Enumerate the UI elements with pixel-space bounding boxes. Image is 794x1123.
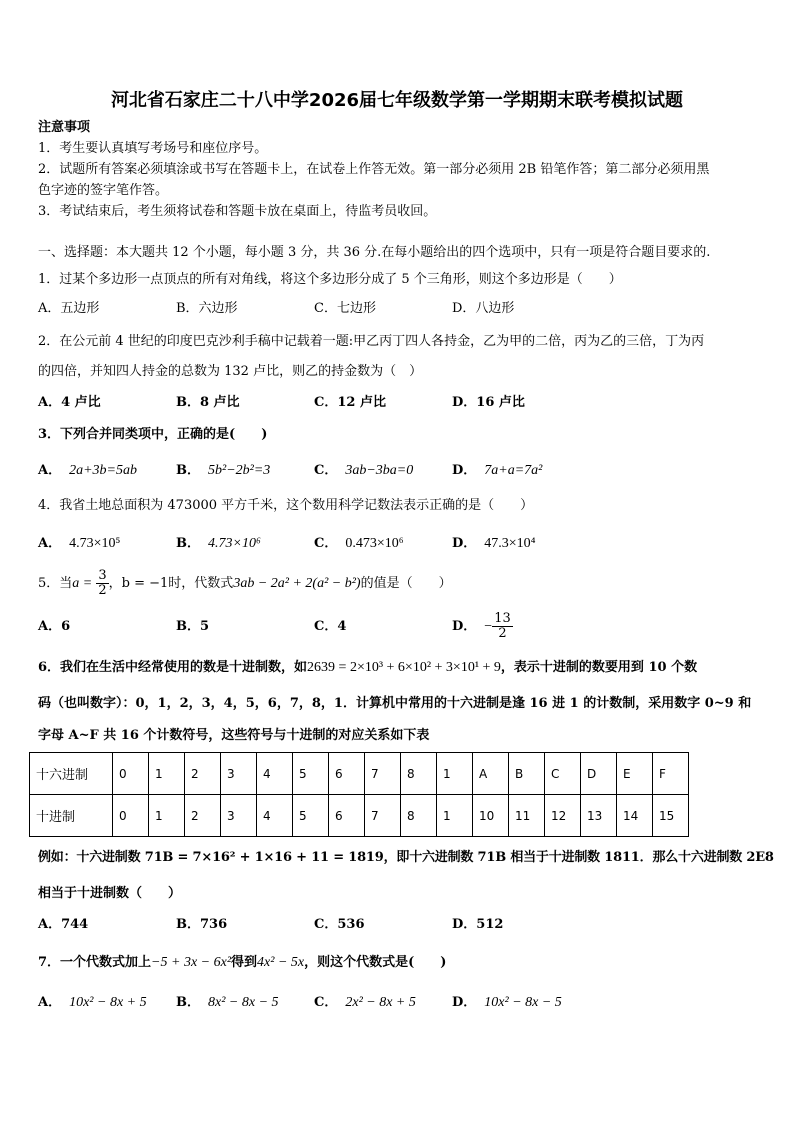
q4-option-d-expr: 47.3×10⁴ xyxy=(484,536,536,551)
q3-option-c-label: C． xyxy=(314,463,338,478)
decimal-cell: 4 xyxy=(257,795,293,837)
q7-option-d-label: D． xyxy=(452,995,477,1010)
decimal-cell: 3 xyxy=(221,795,257,837)
decimal-cell: 15 xyxy=(653,795,689,837)
q5-option-c: C．4 xyxy=(314,619,347,634)
hex-cell: C xyxy=(545,753,581,795)
q5-option-d-den: 2 xyxy=(498,626,507,641)
hex-cell: 6 xyxy=(329,753,365,795)
q3-option-d xyxy=(452,459,542,483)
notice-item-2: 2．试题所有答案必须填涂或书写在答题卡上，在试卷上作答无效。第一部分必须用 2B 铅笔作答；第二部分必须用黑 xyxy=(38,162,710,177)
q6-stem-1c: ，表示十进制的数要用到 10 个数 xyxy=(500,660,698,675)
q5-option-d xyxy=(452,612,513,642)
q4-option-d xyxy=(452,532,536,556)
question-6-options xyxy=(38,913,760,937)
q7-stem-b: 得到 xyxy=(231,955,258,970)
q7-expr-1: −5 + 3x − 6x² xyxy=(151,955,232,970)
q2-option-c: C．12 卢比 xyxy=(314,395,386,410)
question-1-stem: 1．过某个多边形一点顶点的所有对角线，将这个多边形分成了 5 个三角形，则这个多边形是（ ） xyxy=(38,272,622,287)
question-4-stem: 4．我省土地总面积为 473000 平方千米，这个数用科学记数法表示正确的是（ ） xyxy=(38,498,534,513)
q7-option-d xyxy=(452,991,562,1015)
q2-option-d: D．16 卢比 xyxy=(452,395,525,410)
q4-option-d-label: D． xyxy=(452,536,477,551)
question-2-stem-1: 2．在公元前 4 世纪的印度巴克沙利手稿中记载着一题:甲乙丙丁四人各持金，乙为甲的二倍，丙为乙的三倍，丁为丙 xyxy=(38,334,705,349)
q3-option-b xyxy=(176,459,270,483)
notice-item-1: 1．考生要认真填写考场号和座位序号。 xyxy=(38,141,268,156)
hex-cell: E xyxy=(617,753,653,795)
decimal-cell: 14 xyxy=(617,795,653,837)
decimal-cell: 5 xyxy=(293,795,329,837)
decimal-cell: 12 xyxy=(545,795,581,837)
hex-cell: B xyxy=(509,753,545,795)
q7-stem-a: 7．一个代数式加上 xyxy=(38,955,152,970)
hex-decimal-table xyxy=(29,752,689,837)
question-3-options xyxy=(38,459,760,483)
q6-option-b: B．736 xyxy=(176,917,228,932)
q2-option-a: A．4 卢比 xyxy=(38,395,101,410)
section-heading: 一、选择题：本大题共 12 个小题，每小题 3 分，共 36 分.在每小题给出的四个选项中，只有一项是符合题目要求的. xyxy=(38,245,711,260)
decimal-cell: 6 xyxy=(329,795,365,837)
notice-item-3: 3．考试结束后，考生须将试卷和答题卡放在桌面上，待监考员收回。 xyxy=(38,204,437,219)
q3-option-a-label: A． xyxy=(38,463,62,478)
hex-cell: 8 xyxy=(401,753,437,795)
exam-title: 河北省石家庄二十八中学2026届七年级数学第一学期期末联考模拟试题 xyxy=(110,90,684,111)
q4-option-a-label: A． xyxy=(38,536,62,551)
q5-a-eq: a = xyxy=(72,576,93,591)
q4-option-a-expr: 4.73×10⁵ xyxy=(69,536,121,551)
question-2-stem-2: 的四倍，并知四人持金的总数为 132 卢比，则乙的持金数为（ ） xyxy=(38,364,423,379)
decimal-cell: 1 xyxy=(437,795,473,837)
q6-option-a: A．744 xyxy=(38,917,89,932)
q4-option-b xyxy=(176,532,261,556)
q5-option-d-sign: − xyxy=(484,619,493,634)
q4-option-c-expr: 0.473×10⁶ xyxy=(345,536,404,551)
hex-cell: 2 xyxy=(185,753,221,795)
decimal-cell: 0 xyxy=(113,795,149,837)
q5-option-a: A．6 xyxy=(38,619,71,634)
q3-option-b-expr: 5b²−2b²=3 xyxy=(208,463,271,478)
row-head-decimal: 十进制 xyxy=(30,795,113,837)
row-head-hex: 十六进制 xyxy=(30,753,113,795)
notice-heading: 注意事项 xyxy=(38,120,91,135)
hex-cell: A xyxy=(473,753,509,795)
decimal-cell: 7 xyxy=(365,795,401,837)
q3-option-b-label: B． xyxy=(176,463,200,478)
q7-option-b xyxy=(176,991,279,1015)
decimal-cell: 2 xyxy=(185,795,221,837)
question-7-stem xyxy=(38,953,760,973)
q7-option-b-expr: 8x² − 8x − 5 xyxy=(208,995,279,1010)
q3-option-c xyxy=(314,459,413,483)
question-6-example-2: 相当于十进制数（ ） xyxy=(38,886,182,901)
q4-option-b-expr: 4.73×10⁶ xyxy=(208,536,261,551)
hex-cell: 5 xyxy=(293,753,329,795)
decimal-cell: 1 xyxy=(149,795,185,837)
q6-option-c: C．536 xyxy=(314,917,365,932)
hex-cell: 1 xyxy=(437,753,473,795)
q3-option-d-label: D． xyxy=(452,463,477,478)
q5-mid: ，b = −1时，代数式 xyxy=(108,576,234,591)
q1-option-b: B．六边形 xyxy=(176,301,238,316)
q1-option-d: D．八边形 xyxy=(452,301,515,316)
q7-option-c-expr: 2x² − 8x + 5 xyxy=(345,995,416,1010)
q4-option-c-label: C． xyxy=(314,536,338,551)
q7-expr-2: 4x² − 5x xyxy=(257,955,305,970)
hex-cell: F xyxy=(653,753,689,795)
hex-cell: D xyxy=(581,753,617,795)
decimal-cell: 13 xyxy=(581,795,617,837)
notice-item-2-cont: 色字迹的签字笔作答。 xyxy=(38,183,169,198)
q5-expr: 3ab − 2a² + 2(a² − b²) xyxy=(233,576,361,591)
question-6-stem-3: 字母 A~F 共 16 个计数符号，这些符号与十进制的对应关系如下表 xyxy=(38,728,430,743)
question-2-options xyxy=(38,391,760,415)
q5-fraction xyxy=(96,569,108,598)
q4-option-a xyxy=(38,532,120,556)
q3-option-a-expr: 2a+3b=5ab xyxy=(69,463,137,478)
q5-fraction-num: 3 xyxy=(98,568,107,583)
q3-option-a xyxy=(38,459,137,483)
question-1-options xyxy=(38,297,760,321)
q5-option-d-num: 13 xyxy=(494,611,511,626)
table-row-decimal xyxy=(30,795,689,837)
q4-option-b-label: B． xyxy=(176,536,200,551)
q7-option-a-expr: 10x² − 8x + 5 xyxy=(69,995,147,1010)
hex-cell: 4 xyxy=(257,753,293,795)
q5-option-d-fraction xyxy=(492,612,513,641)
question-7-options xyxy=(38,991,760,1015)
q5-suffix: 的值是（ ） xyxy=(360,576,452,591)
q7-option-c xyxy=(314,991,416,1015)
decimal-cell: 11 xyxy=(509,795,545,837)
question-6-stem-1 xyxy=(38,658,760,678)
decimal-cell: 10 xyxy=(473,795,509,837)
question-6-example-1: 例如：十六进制数 71B = 7×16² + 1×16 + 11 = 1819，即十六进制数 71B 相当于十进制数 1811．那么十六进制数 2E8 xyxy=(38,850,774,865)
q7-option-a-label: A． xyxy=(38,995,62,1010)
question-6-stem-2: 码（也叫数字）：0，1，2，3，4，5，6，7，8，1．计算机中常用的十六进制是逢 16 进 1 的计数制，采用数字 0~9 和 xyxy=(38,696,752,711)
q1-option-a: A．五边形 xyxy=(38,301,100,316)
q7-option-d-expr: 10x² − 8x − 5 xyxy=(484,995,562,1010)
q1-option-c: C．七边形 xyxy=(314,301,376,316)
question-5-options xyxy=(38,612,760,652)
q7-option-c-label: C． xyxy=(314,995,338,1010)
q5-fraction-den: 2 xyxy=(98,583,107,598)
q7-option-b-label: B． xyxy=(176,995,200,1010)
decimal-cell: 8 xyxy=(401,795,437,837)
q2-option-b: B．8 卢比 xyxy=(176,395,240,410)
q5-option-d-label: D． xyxy=(452,619,477,634)
question-4-options xyxy=(38,532,760,556)
question-5-stem xyxy=(38,565,760,605)
q5-prefix: 5．当 xyxy=(38,576,73,591)
table-row-hex xyxy=(30,753,689,795)
q5-option-b: B．5 xyxy=(176,619,210,634)
hex-cell: 0 xyxy=(113,753,149,795)
q6-stem-1a: 6．我们在生活中经常使用的数是十进制数，如 xyxy=(38,660,308,675)
question-3-stem: 3．下列合并同类项中，正确的是( ) xyxy=(38,427,268,442)
hex-cell: 7 xyxy=(365,753,401,795)
hex-cell: 1 xyxy=(149,753,185,795)
q6-option-d: D．512 xyxy=(452,917,504,932)
q6-stem-1-expr: 2639 = 2×10³ + 6×10² + 3×10¹ + 9 xyxy=(307,660,501,675)
q7-stem-c: ，则这个代数式是( ) xyxy=(304,955,447,970)
q7-option-a xyxy=(38,991,147,1015)
q3-option-d-expr: 7a+a=7a² xyxy=(484,463,543,478)
q4-option-c xyxy=(314,532,404,556)
q3-option-c-expr: 3ab−3ba=0 xyxy=(345,463,414,478)
hex-cell: 3 xyxy=(221,753,257,795)
